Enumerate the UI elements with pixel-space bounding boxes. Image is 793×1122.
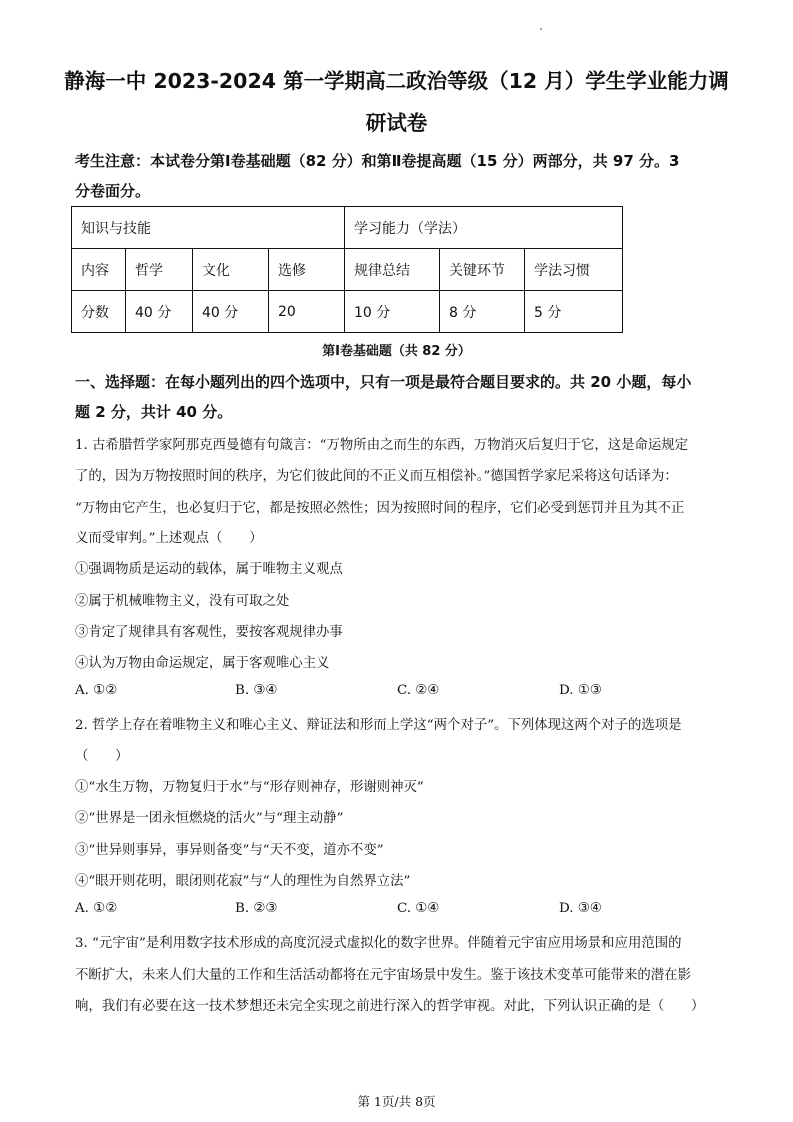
exam-title-line-1: 静海一中 2023-2024 第一学期高二政治等级（12 月）学生学业能力调 (64, 69, 729, 93)
q2-statement: ②“世界是一团永恒燃烧的活火”与“理主动静” (75, 811, 344, 826)
q1-statement: ④认为万物由命运规定，属于客观唯心主义 (75, 656, 330, 671)
q2-option-d[interactable]: D. ③④ (559, 901, 602, 916)
table-cell: 哲学 (126, 249, 193, 291)
table-cell: 10 分 (345, 291, 440, 333)
q2-stem-line: 2. 哲学上存在着唯物主义和唯心主义、辩证法和形而上学这“两个对子”。下列体现这两个对子的选项是 (75, 718, 682, 733)
q2-option-b[interactable]: B. ②③ (235, 901, 278, 916)
header-knowledge-skills: 知识与技能 (72, 207, 345, 249)
table-cell: 文化 (193, 249, 269, 291)
part1-instructions-line-1: 一、选择题：在每小题列出的四个选项中，只有一项是最符合题目要求的。共 20 小题，每小 (75, 373, 692, 391)
scan-dot (540, 28, 542, 30)
q1-stem-line: 1. 古希腊哲学家阿那克西曼德有句箴言：“万物所由之而生的东西，万物消灭后复归于它，这是命运规定 (75, 438, 689, 453)
table-cell: 学法习惯 (525, 249, 623, 291)
table-cell: 20 (269, 291, 345, 333)
score-distribution-table (71, 206, 623, 333)
notice-line-1: 考生注意：本试卷分第Ⅰ卷基础题（82 分）和第Ⅱ卷提高题（15 分）两部分，共 97 分。3 (75, 152, 680, 170)
table-cell: 40 分 (126, 291, 193, 333)
table-header-row (72, 207, 623, 249)
q1-option-d[interactable]: D. ①③ (559, 683, 602, 698)
table-cell: 5 分 (525, 291, 623, 333)
table-cell: 关键环节 (440, 249, 525, 291)
q1-statement: ③肯定了规律具有客观性，要按客观规律办事 (75, 625, 343, 640)
q3-stem-line: 3. “元宇宙”是利用数字技术形成的高度沉浸式虚拟化的数字世界。伴随着元宇宙应用场景和应用范围的 (75, 936, 682, 951)
q1-stem-line: 了的，因为万物按照时间的秩序，为它们彼此间的不正义而互相偿补。”德国哲学家尼采将这句话译为： (75, 469, 678, 484)
q1-option-b[interactable]: B. ③④ (235, 683, 278, 698)
q2-statement: ③“世异则事异，事异则备变”与“天不变，道亦不变” (75, 843, 384, 858)
header-learning-ability: 学习能力（学法） (345, 207, 623, 249)
q1-option-a[interactable]: A. ①② (75, 683, 118, 698)
section-title: 第Ⅰ卷基础题（共 82 分） (322, 344, 471, 359)
table-cell: 选修 (269, 249, 345, 291)
q2-option-c[interactable]: C. ①④ (397, 901, 440, 916)
table-cell: 40 分 (193, 291, 269, 333)
q2-option-a[interactable]: A. ①② (75, 901, 118, 916)
part1-instructions-line-2: 题 2 分，共计 40 分。 (75, 403, 233, 421)
notice-line-2: 分卷面分。 (75, 182, 151, 200)
q2-statement: ④“眼开则花明，眼闭则花寂”与“人的理性为自然界立法” (75, 874, 411, 889)
q3-stem-line: 响，我们有必要在这一技术梦想还未完全实现之前进行深入的哲学审视。对此，下列认识正确的是（ ） (75, 999, 705, 1014)
page-footer: 第 1页/共 8页 (357, 1094, 436, 1109)
table-cell: 8 分 (440, 291, 525, 333)
q3-stem-line: 不断扩大，未来人们大量的工作和生活活动都将在元宇宙场景中发生。鉴于该技术变革可能带来的潜在影 (75, 968, 691, 983)
q1-stem-line: “万物由它产生，也必复归于它，都是按照必然性；因为按照时间的程序，它们必受到惩罚并且为其不正 (75, 501, 685, 516)
q1-statement: ①强调物质是运动的载体，属于唯物主义观点 (75, 562, 343, 577)
table-cell: 规律总结 (345, 249, 440, 291)
table-cell: 内容 (72, 249, 126, 291)
q2-statement: ①“水生万物，万物复归于水”与“形存则神存，形谢则神灭” (75, 780, 424, 795)
table-score-row (72, 291, 623, 333)
table-cell: 分数 (72, 291, 126, 333)
q1-option-c[interactable]: C. ②④ (397, 683, 440, 698)
table-content-row (72, 249, 623, 291)
q2-stem-line: （ ） (75, 749, 129, 764)
exam-title-line-2: 研试卷 (365, 111, 428, 135)
q1-stem-line: 义而受审判。”上述观点（ ） (75, 531, 263, 546)
q1-statement: ②属于机械唯物主义，没有可取之处 (75, 594, 290, 609)
